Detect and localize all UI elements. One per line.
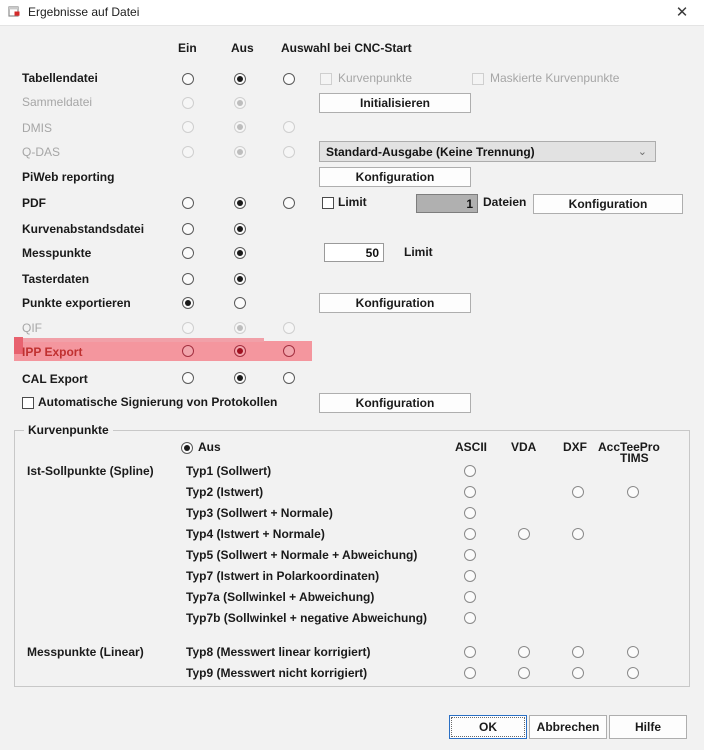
radio-aus-messpunkte[interactable] — [234, 247, 246, 259]
radio-accteepro-typ2[interactable] — [627, 486, 639, 498]
radio-auswahl-qif — [283, 322, 295, 334]
radio-aus-pdf[interactable] — [234, 197, 246, 209]
radio-accteepro-typ8[interactable] — [627, 646, 639, 658]
label-automatische-signierung: Automatische Signierung von Protokollen — [38, 395, 278, 409]
radio-ein-punkte-exportieren[interactable] — [182, 297, 194, 309]
row-label-typ9: Typ9 (Messwert nicht korrigiert) — [186, 666, 368, 680]
column-header-dxf: DXF — [563, 440, 587, 454]
document-app-icon — [8, 5, 22, 19]
radio-auswahl-pdf[interactable] — [283, 197, 295, 209]
checkbox-maskierte-kurvenpunkte — [472, 73, 484, 85]
row-label-cal-export: CAL Export — [22, 372, 88, 386]
label-kurvenpunkte-checkbox: Kurvenpunkte — [338, 71, 413, 85]
radio-auswahl-ipp-export[interactable] — [283, 345, 295, 357]
radio-aus-tabellendatei[interactable] — [234, 73, 246, 85]
chevron-down-icon: ⌄ — [637, 146, 647, 158]
radio-dxf-typ9[interactable] — [572, 667, 584, 679]
row-label-sammeldatei: Sammeldatei — [22, 95, 93, 109]
column-header-tims: TIMS — [620, 451, 649, 465]
ok-button[interactable]: OK — [449, 715, 527, 739]
column-header-accteepro: AccTeePro — [598, 440, 660, 454]
kurvenpunkte-groupbox-title: Kurvenpunkte — [24, 423, 113, 437]
checkbox-kurvenpunkte — [320, 73, 332, 85]
radio-ein-tasterdaten[interactable] — [182, 273, 194, 285]
column-header-auswahl: Auswahl bei CNC-Start — [281, 41, 412, 55]
radio-dxf-typ8[interactable] — [572, 646, 584, 658]
radio-ascii-typ8[interactable] — [464, 646, 476, 658]
messpunkte-limit-input[interactable]: 50 — [324, 243, 384, 262]
signierung-konfiguration-button[interactable]: Konfiguration — [319, 393, 471, 413]
checkbox-pdf-limit[interactable] — [322, 197, 334, 209]
row-label-typ7: Typ7 (Istwert in Polarkoordinaten) — [186, 569, 380, 583]
radio-aus-punkte-exportieren[interactable] — [234, 297, 246, 309]
row-label-dmis: DMIS — [22, 121, 52, 135]
qdas-output-format-value: Standard-Ausgabe (Keine Trennung) — [326, 145, 535, 159]
radio-aus-qif — [234, 322, 246, 334]
radio-ein-tabellendatei[interactable] — [182, 73, 194, 85]
radio-vda-typ9[interactable] — [518, 667, 530, 679]
label-dateien: Dateien — [483, 195, 527, 209]
window-title: Ergebnisse auf Datei — [28, 5, 140, 19]
radio-ein-pdf[interactable] — [182, 197, 194, 209]
title-bar — [0, 0, 704, 26]
cancel-button[interactable]: Abbrechen — [529, 715, 607, 739]
radio-ein-kurvenabstandsdatei[interactable] — [182, 223, 194, 235]
row-label-tasterdaten: Tasterdaten — [22, 272, 90, 286]
row-label-q-das: Q-DAS — [22, 145, 61, 159]
label-kurvenpunkte-aus: Aus — [198, 440, 221, 454]
radio-ein-q-das — [182, 146, 194, 158]
label-messpunkte-limit: Limit — [404, 245, 433, 259]
radio-aus-sammeldatei — [234, 97, 246, 109]
radio-kurvenpunkte-aus[interactable] — [181, 442, 193, 454]
radio-aus-q-das — [234, 146, 246, 158]
radio-ascii-typ1[interactable] — [464, 465, 476, 477]
radio-aus-kurvenabstandsdatei[interactable] — [234, 223, 246, 235]
initialisieren-button[interactable]: Initialisieren — [319, 93, 471, 113]
radio-aus-cal-export[interactable] — [234, 372, 246, 384]
punkte-konfiguration-button[interactable]: Konfiguration — [319, 293, 471, 313]
radio-vda-typ8[interactable] — [518, 646, 530, 658]
row-label-piweb-reporting: PiWeb reporting — [22, 170, 115, 184]
row-label-typ3: Typ3 (Sollwert + Normale) — [186, 506, 333, 520]
checkbox-automatische-signierung[interactable] — [22, 397, 34, 409]
pdf-konfiguration-button[interactable]: Konfiguration — [533, 194, 683, 214]
row-label-typ5: Typ5 (Sollwert + Normale + Abweichung) — [186, 548, 418, 562]
radio-ein-cal-export[interactable] — [182, 372, 194, 384]
radio-aus-dmis — [234, 121, 246, 133]
radio-dxf-typ4[interactable] — [572, 528, 584, 540]
row-label-qif: QIF — [22, 321, 42, 335]
radio-accteepro-typ9[interactable] — [627, 667, 639, 679]
radio-ascii-typ2[interactable] — [464, 486, 476, 498]
row-label-kurvenabstandsdatei: Kurvenabstandsdatei — [22, 222, 145, 236]
row-label-pdf: PDF — [22, 196, 46, 210]
column-header-vda: VDA — [511, 440, 537, 454]
radio-ein-dmis — [182, 121, 194, 133]
column-header-aus: Aus — [231, 41, 254, 55]
row-label-tabellendatei: Tabellendatei — [22, 71, 98, 85]
radio-ein-qif — [182, 322, 194, 334]
section-label-ist-sollpunkte-spline: Ist-Sollpunkte (Spline) — [27, 464, 154, 478]
row-label-typ8: Typ8 (Messwert linear korrigiert) — [186, 645, 371, 659]
label-pdf-limit: Limit — [338, 195, 367, 209]
radio-ascii-typ7b[interactable] — [464, 612, 476, 624]
ipp-export-highlight-top — [14, 338, 264, 342]
row-label-typ7b: Typ7b (Sollwinkel + negative Abweichung) — [186, 611, 428, 625]
section-label-messpunkte-linear: Messpunkte (Linear) — [27, 645, 144, 659]
row-label-typ4: Typ4 (Istwert + Normale) — [186, 527, 325, 541]
column-header-ein: Ein — [178, 41, 197, 55]
row-label-typ7a: Typ7a (Sollwinkel + Abweichung) — [186, 590, 375, 604]
radio-auswahl-dmis — [283, 121, 295, 133]
radio-ein-ipp-export[interactable] — [182, 345, 194, 357]
radio-dxf-typ2[interactable] — [572, 486, 584, 498]
row-label-messpunkte: Messpunkte — [22, 246, 92, 260]
radio-aus-tasterdaten[interactable] — [234, 273, 246, 285]
radio-ascii-typ5[interactable] — [464, 549, 476, 561]
piweb-konfiguration-button[interactable]: Konfiguration — [319, 167, 471, 187]
qdas-output-format-select[interactable] — [319, 141, 656, 162]
row-label-typ2: Typ2 (Istwert) — [186, 485, 264, 499]
close-icon[interactable]: ✕ — [675, 4, 689, 21]
radio-auswahl-cal-export[interactable] — [283, 372, 295, 384]
row-label-typ1: Typ1 (Sollwert) — [186, 464, 272, 478]
radio-ascii-typ7[interactable] — [464, 570, 476, 582]
label-maskierte-kurvenpunkte-checkbox: Maskierte Kurvenpunkte — [490, 71, 620, 85]
row-label-ipp-export: IPP Export — [22, 345, 83, 359]
radio-aus-ipp-export[interactable] — [234, 345, 246, 357]
radio-auswahl-q-das — [283, 146, 295, 158]
radio-ein-sammeldatei — [182, 97, 194, 109]
radio-ein-messpunkte[interactable] — [182, 247, 194, 259]
radio-vda-typ4[interactable] — [518, 528, 530, 540]
row-label-punkte-exportieren: Punkte exportieren — [22, 296, 131, 310]
radio-ascii-typ9[interactable] — [464, 667, 476, 679]
radio-ascii-typ7a[interactable] — [464, 591, 476, 603]
column-header-ascii: ASCII — [455, 440, 488, 454]
help-button[interactable]: Hilfe — [609, 715, 687, 739]
radio-ascii-typ3[interactable] — [464, 507, 476, 519]
radio-auswahl-tabellendatei[interactable] — [283, 73, 295, 85]
radio-ascii-typ4[interactable] — [464, 528, 476, 540]
pdf-files-count-input[interactable]: 1 — [416, 194, 478, 213]
